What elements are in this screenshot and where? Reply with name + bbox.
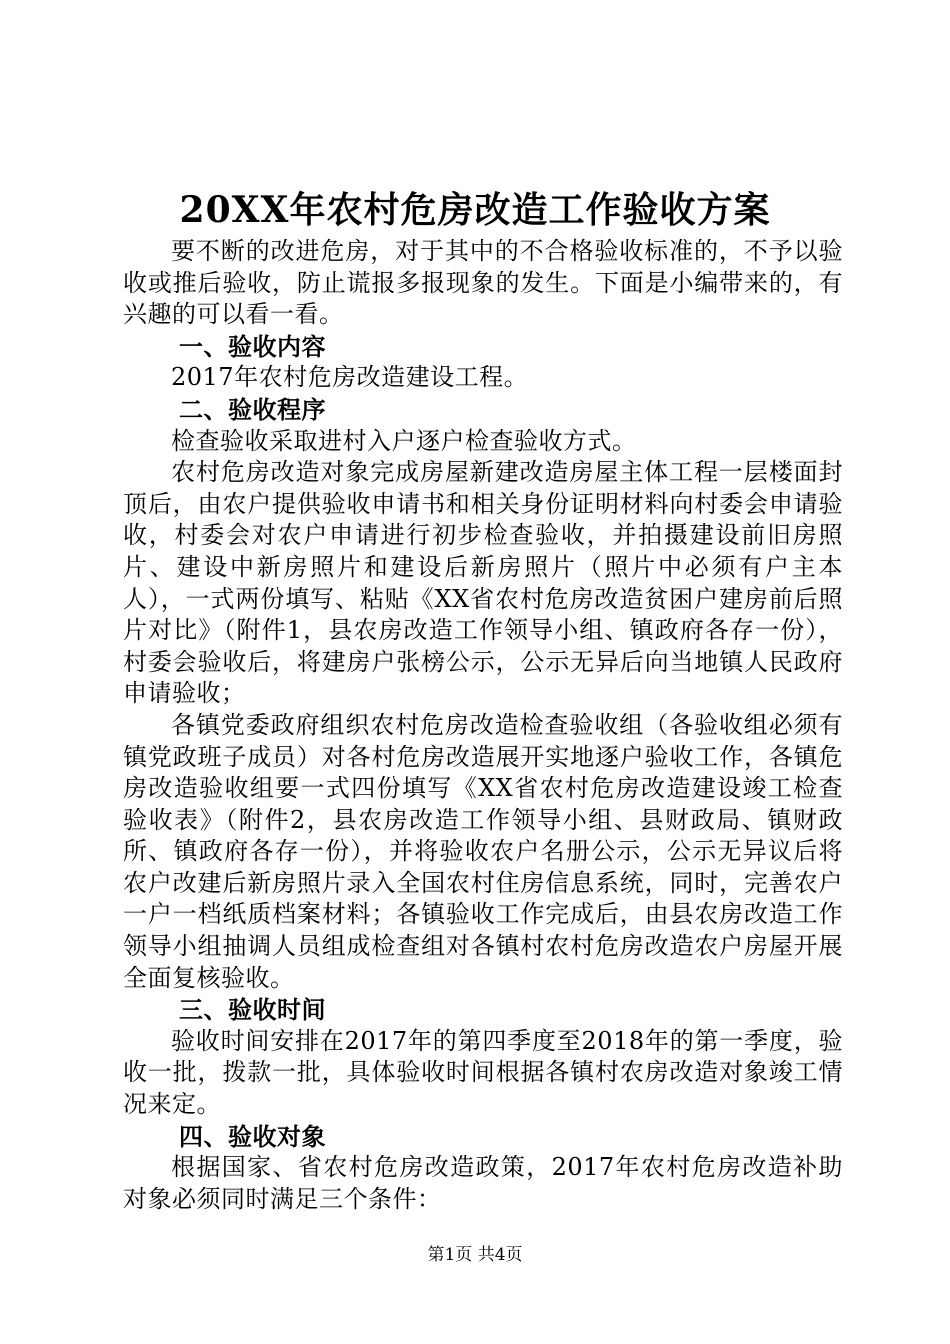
- section-heading-content: 一、验收内容: [179, 331, 326, 361]
- page-footer: 第1页 共4页: [427, 1245, 523, 1265]
- document-body: [123, 236, 843, 1215]
- section-heading-time: 三、验收时间: [179, 995, 326, 1025]
- section-paragraph: 验收时间安排在2017年的第四季度至2018年的第一季度，验收一批，拨款一批，具体验收时间根据各镇村农房改造对象竣工情况来定。: [123, 1026, 843, 1119]
- section-paragraph: 农村危房改造对象完成房屋新建改造房屋主体工程一层楼面封顶后，由农户提供验收申请书和相关身份证明材料向村委会申请验收，村委会对农户申请进行初步检查验收，并拍摄建设前旧房照片、建设中新房照片和建设后新房照片（照片中必须有户主本人），一式两份填写、粘贴《XX省农村危房改造贫困户建房前后照片对比》（附件1，县农房改造工作领导小组、镇政府各存一份），村委会验收后，将建房户张榜公示，公示无异后向当地镇人民政府申请验收；: [123, 458, 843, 708]
- section-paragraph: 2017年农村危房改造建设工程。: [171, 363, 529, 392]
- section-heading-procedure: 二、验收程序: [179, 394, 326, 424]
- document-title: 20XX年农村危房改造工作验收方案: [179, 189, 771, 231]
- section-paragraph: 根据国家、省农村危房改造政策，2017年农村危房改造补助对象必须同时满足三个条件：: [123, 1153, 843, 1213]
- section-paragraph: 检查验收采取进村入户逐户检查验收方式。: [171, 426, 637, 455]
- intro-paragraph: 要不断的改进危房，对于其中的不合格验收标准的，不予以验收或推后验收，防止谎报多报现象的发生。下面是小编带来的，有兴趣的可以看一看。: [123, 237, 843, 329]
- section-paragraph: 各镇党委政府组织农村危房改造检查验收组（各验收组必须有镇党政班子成员）对各村危房改造展开实地逐户验收工作，各镇危房改造验收组要一式四份填写《XX省农村危房改造建设竣工检查验收表》（附件2，县农房改造工作领导小组、县财政局、镇财政所、镇政府各存一份），并将验收农户名册公示，公示无异议后将农户改建后新房照片录入全国农村住房信息系统，同时，完善农户一户一档纸质档案材料；各镇验收工作完成后，由县农房改造工作领导小组抽调人员组成检查组对各镇村农村危房改造农户房屋开展全面复核验收。: [123, 710, 843, 992]
- section-heading-target: 四、验收对象: [179, 1121, 326, 1151]
